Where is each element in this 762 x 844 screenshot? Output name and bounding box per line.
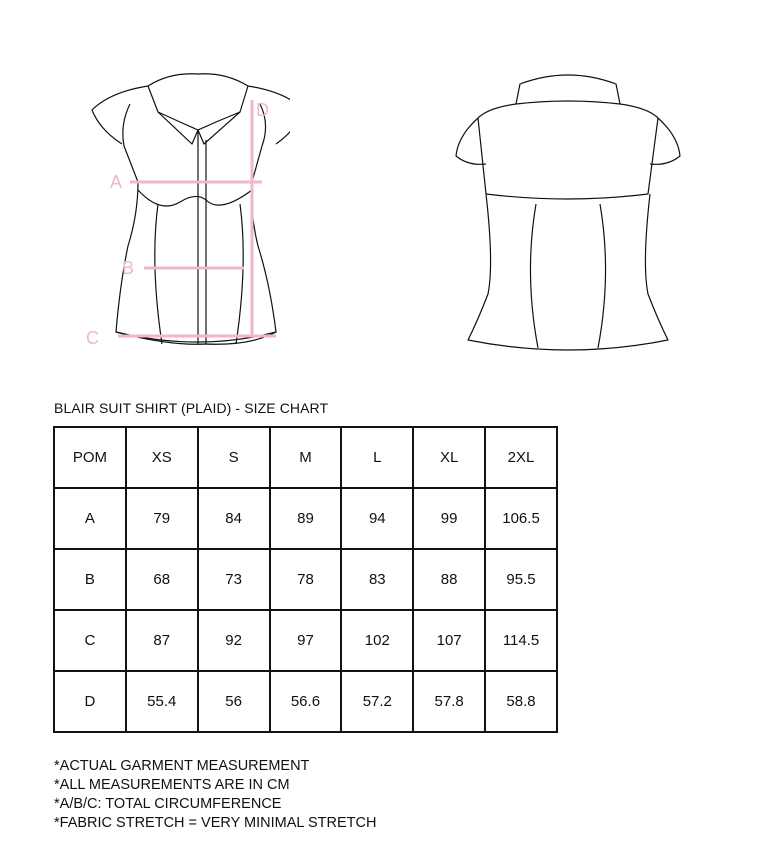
- column-header: S: [198, 427, 270, 488]
- note-line: *ALL MEASUREMENTS ARE IN CM: [54, 777, 290, 793]
- table-row: [54, 549, 557, 610]
- table-cell: 102: [341, 610, 413, 671]
- table-cell: 89: [270, 488, 342, 549]
- table-cell: 58.8: [485, 671, 557, 732]
- measure-label-a: A: [110, 172, 123, 192]
- front-garment-sketch: [80, 64, 290, 354]
- table-cell: 94: [341, 488, 413, 549]
- table-cell: 84: [198, 488, 270, 549]
- column-header: XS: [126, 427, 198, 488]
- table-cell: 56: [198, 671, 270, 732]
- table-cell: 57.8: [413, 671, 485, 732]
- table-cell: D: [54, 671, 126, 732]
- table-header-row: [54, 427, 557, 488]
- table-cell: 73: [198, 549, 270, 610]
- table-cell: 107: [413, 610, 485, 671]
- table-cell: 97: [270, 610, 342, 671]
- note-line: *ACTUAL GARMENT MEASUREMENT: [54, 758, 310, 774]
- measure-label-b: B: [122, 258, 135, 278]
- table-cell: 56.6: [270, 671, 342, 732]
- column-header: L: [341, 427, 413, 488]
- table-cell: 92: [198, 610, 270, 671]
- size-chart-table: [53, 426, 558, 733]
- table-cell: 87: [126, 610, 198, 671]
- table-cell: 55.4: [126, 671, 198, 732]
- table-cell: B: [54, 549, 126, 610]
- table-cell: 114.5: [485, 610, 557, 671]
- back-garment-sketch: [448, 64, 688, 354]
- measure-label-d: D: [256, 100, 269, 120]
- column-header: POM: [54, 427, 126, 488]
- column-header: XL: [413, 427, 485, 488]
- table-cell: 99: [413, 488, 485, 549]
- table-cell: 57.2: [341, 671, 413, 732]
- note-line: *A/B/C: TOTAL CIRCUMFERENCE: [54, 796, 282, 812]
- table-cell: C: [54, 610, 126, 671]
- note-line: *FABRIC STRETCH = VERY MINIMAL STRETCH: [54, 815, 377, 831]
- column-header: 2XL: [485, 427, 557, 488]
- table-row: [54, 671, 557, 732]
- table-row: [54, 610, 557, 671]
- size-notes: [54, 757, 376, 833]
- table-cell: 68: [126, 549, 198, 610]
- table-row: [54, 488, 557, 549]
- table-cell: A: [54, 488, 126, 549]
- size-chart-title: BLAIR SUIT SHIRT (PLAID) - SIZE CHART: [54, 400, 329, 416]
- column-header: M: [270, 427, 342, 488]
- table-cell: 106.5: [485, 488, 557, 549]
- measure-label-c: C: [86, 328, 99, 348]
- table-cell: 88: [413, 549, 485, 610]
- table-cell: 78: [270, 549, 342, 610]
- table-cell: 79: [126, 488, 198, 549]
- table-cell: 83: [341, 549, 413, 610]
- table-cell: 95.5: [485, 549, 557, 610]
